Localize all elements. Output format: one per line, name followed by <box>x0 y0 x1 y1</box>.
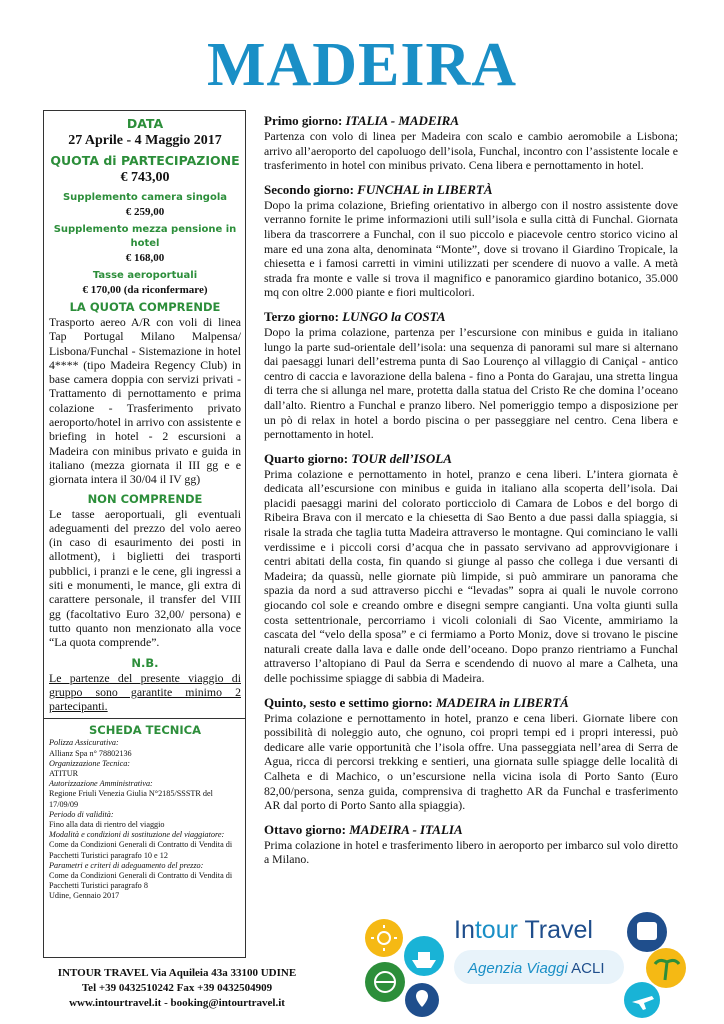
day-destination: TOUR dell’ISOLA <box>351 450 452 466</box>
day-destination: MADEIRA - ITALIA <box>349 821 463 837</box>
divider <box>44 718 245 719</box>
day-section <box>264 451 678 686</box>
quota-value: € 743,00 <box>120 170 170 185</box>
suppl-singola-heading: Supplemento camera singola <box>62 192 228 203</box>
suppl-singola-value: € 259,00 <box>125 206 165 218</box>
scheda-value: Fino alla data di rientro del viaggio <box>49 820 165 830</box>
day-section <box>264 309 678 442</box>
scheda-value: Udine, Gennaio 2017 <box>49 891 120 901</box>
suppl-mezza-value: € 168,00 <box>125 252 165 264</box>
day-section <box>264 113 678 173</box>
non-comprende-heading: NON COMPRENDE <box>87 491 203 506</box>
day-section <box>264 822 678 867</box>
scheda-label: Parametri e criteri di adeguamento del prezzo: <box>49 860 204 870</box>
scheda-label: Autorizzazione Amministrativa: <box>49 779 153 789</box>
brand-travel: Travel <box>517 916 593 944</box>
scheda-value: Regione Friuli Venezia Giulia N°2185/SSSTR del 17/09/09 <box>49 789 213 809</box>
scheda-value: ATITUR <box>49 769 79 779</box>
agency-footer <box>43 966 311 1011</box>
day-title <box>264 113 678 129</box>
footer-phone: Tel +39 0432510242 Fax +39 0432504909 <box>81 982 273 994</box>
day-description: Partenza con volo di linea per Madeira con scalo e cambio aeromobile a Lisbona; arrivo all’aeroporto del capoluogo dell’isola, Funchal, incontro con l’assistente locale e trasferimento in hotel con minibus privato. Cena libera e pernottamento in hotel. <box>264 129 678 173</box>
day-title <box>264 822 678 838</box>
nb-text: Le partenze del presente viaggio di gruppo sono garantite minimo 2 partecipanti. <box>49 670 241 714</box>
data-heading: DATA <box>126 116 164 131</box>
day-label: Secondo giorno: <box>264 181 358 197</box>
scheda-heading: SCHEDA TECNICA <box>88 723 202 738</box>
day-label: Quinto, sesto e settimo giorno: <box>264 694 436 710</box>
day-description: Prima colazione e pernottamento in hotel, pranzo e cena liberi. L’intera giornata è dedicata all’escursione con minibus e guida in italiano alla scoperta dell’isola. Dai placidi paesaggi marini del colorato porticciolo di Camara de Lobos e del borgo di Ribeira Brava con il mercato e la chiesetta di Sao Bento a due passi dalla spiaggia, si risale la strada che taglia tutta Madeira attraverso le montagne. Qui cominciano le valli verdissime e i piccoli corsi d’acqua che in passato servivano ad approvvigionare i centri abitati della costa, fin quando si giunge al passo che collega i due versanti di Madeira; da quassù, nelle giornate più limpide, si può ammirare un panorama che spazia da nord a sud attraverso picchi e “levadas” sopra ai quali le nuvole corrono giocando col sole e creando ombre e disegni sempre cangianti. Una volta giunti sulla costa settentrionale, percorriamo i vicoli coloniali di Sao Vicente, ammiriamo la cascata del “velo della sposa” e ci fermiamo a Porto Moniz, dove si trovano le piscine naturali create dalla lava e dalle onde dell’oceano. Dopo pranzo rientriamo a Funchal attraverso l’altopiano di Paul da Serra e scendendo di nuovo al mare a Calheta, una delle pochissime spiagge di sabbia di Madeira. <box>264 466 678 685</box>
day-title <box>264 695 678 711</box>
itinerary <box>264 113 678 876</box>
scheda-label: Organizzazione Tecnica: <box>49 758 131 768</box>
day-description: Prima colazione e pernottamento in hotel, pranzo e cena liberi. Giornate libere con possibilità di noleggio auto, che ognuno, coi propri tempi ed i propri interessi, può dedicare alle varie opportunità che l’isola offre. Una passeggiata nell’area di Serra de Agua, ricca di percorsi trekking e sentieri, una giornata sulle spiagge delle località di Calheta e di Machico, o un’escursione nella vicina isola di Porto Santo (Euro 82,00/persona, senza guida, comprensiva di traghetto AR da Funchal e trasferimento AR dal porto di Porto Santo alla spiaggia). <box>264 710 678 813</box>
suppl-mezza-heading: Supplemento mezza pensione in hotel <box>53 224 237 249</box>
scheda-value: Allianz Spa n° 78802136 <box>49 748 132 758</box>
brand-tour: tour <box>474 916 518 944</box>
scheda-label: Modalità e condizioni di sostituzione del viaggiatore: <box>49 830 225 840</box>
scheda-value: Come da Condizioni Generali di Contratto di Vendita di Pacchetti Turistici paragrafo 8 <box>49 871 233 891</box>
scheda-tecnica <box>49 738 241 901</box>
day-description: Prima colazione in hotel e trasferimento libero in aeroporto per imbarco sul volo diretto a Milano. <box>264 837 678 867</box>
intour-travel-logo <box>362 910 692 1020</box>
day-title <box>264 451 678 467</box>
day-title <box>264 309 678 325</box>
acli: ACLI <box>567 960 605 977</box>
day-destination: ITALIA - MADEIRA <box>345 113 460 128</box>
day-label: Quarto giorno: <box>264 450 352 466</box>
day-label: Terzo giorno: <box>264 308 343 324</box>
day-section <box>264 182 678 300</box>
day-label: Ottavo giorno: <box>264 821 350 837</box>
day-destination: MADEIRA in LIBERTÁ <box>435 694 569 710</box>
day-section <box>264 695 678 813</box>
scheda-label: Polizza Assicurativa: <box>49 738 119 748</box>
nb-heading: N.B. <box>131 655 159 670</box>
day-label: Primo giorno: <box>264 113 346 128</box>
quota-heading: QUOTA di PARTECIPAZIONE <box>50 153 240 168</box>
scheda-value: Come da Condizioni Generali di Contratto di Vendita di Pacchetti Turistici paragrafo 10 e 12 <box>49 840 233 860</box>
tasse-value: € 170,00 (da riconfermare) <box>82 284 208 296</box>
sun-icon <box>365 919 403 957</box>
agenzia-viaggi: Agenzia Viaggi <box>468 960 568 977</box>
comprende-heading: LA QUOTA COMPRENDE <box>69 300 221 314</box>
comprende-text: Trasporto aereo A/R con voli di linea Tap Portugal Milano Malpensa/ Lisbona/Funchal - Sistemazione in hotel 4**** (tipo Madeira Regency Club) in base camera doppia con servizi privati - Trattamento di pernottamento e prima colazione - Trasferimento privato aeroporto/hotel in arrivo con assistente e briefing in hotel - 2 escursioni a Madeira con minibus privato e guida in italiano (mezza giornata il III gg e e giornata intera il 30/04 il IV gg) <box>49 315 241 487</box>
brand-in: In <box>454 916 475 944</box>
svg-text:Intour Travel <box>454 916 593 944</box>
svg-text:Agenzia Viaggi ACLI <box>467 960 605 977</box>
tasse-heading: Tasse aeroportuali <box>92 270 198 281</box>
day-description: Dopo la prima colazione, partenza per l’escursione con minibus e guida in italiano lungo la parte sud-orientale dell’isola: una sequenza di panorami sul mare si alternano dai paesaggi lunari dell’estrema punta di Sao Lourenço al villaggio di Caniçal - antico centro di caccia e lavorazione della balena - fino a Ponta do Garajau, una stretta lingua di terra che si allunga nel mare, protetta dalla statua del Cristo Re che domina l’oceano dall’alto. Rientro a Funchal e pranzo libero. Nel pomeriggio tempo a disposizione per un pò di relax in hotel a bordo piscina o per passeggiare nel centro. Cena libera e pernottamento in hotel. <box>264 324 678 442</box>
non-comprende-text: Le tasse aeroportuali, gli eventuali adeguamenti del prezzo del volo aereo (in caso di esaurimento dei posti in allotment), i biglietti dei trasporti pubblici, i pranzi e le cene, gli ingressi a siti e monumenti, le mance, gli extra di carattere personale, il transfer del VIII gg (facoltativo Euro 32,00/ persona) e tutto quanto non menzionato alla voce “La quota comprende”. <box>49 506 241 650</box>
scheda-label: Periodo di validità: <box>49 809 114 819</box>
day-title <box>264 182 678 198</box>
day-destination: LUNGO la COSTA <box>342 308 446 324</box>
page-title: MADEIRA <box>206 31 518 99</box>
day-description: Dopo la prima colazione, Briefing orientativo in albergo con il nostro assistente dove verranno fornite le prime informazioni utili sull’isola e sulla città di Funchal. Giornata libera da trascorrere a Funchal, con il suo piccolo e piacevole centro storico vicino al mare ed una zona alta, denominata “Monte”, dove si trovano il Giardino Tropicale, la chiesetta e i famosi carretti in vimini utilizzati per scendere di nuovo a valle. A metà strada fra monte e valle si trova il magnifico e panoramico giardino botanico, 35.000 mq con oltre 2.000 piante e fiori multicolori. <box>264 197 678 300</box>
info-sidebar <box>43 110 246 958</box>
day-destination: FUNCHAL in LIBERTÀ <box>357 181 493 197</box>
footer-address: INTOUR TRAVEL Via Aquileia 43a 33100 UDINE <box>57 967 297 979</box>
travel-dates: 27 Aprile - 4 Maggio 2017 <box>68 133 222 148</box>
footer-web: www.intourtravel.it - booking@intourtravel.it <box>69 997 285 1009</box>
